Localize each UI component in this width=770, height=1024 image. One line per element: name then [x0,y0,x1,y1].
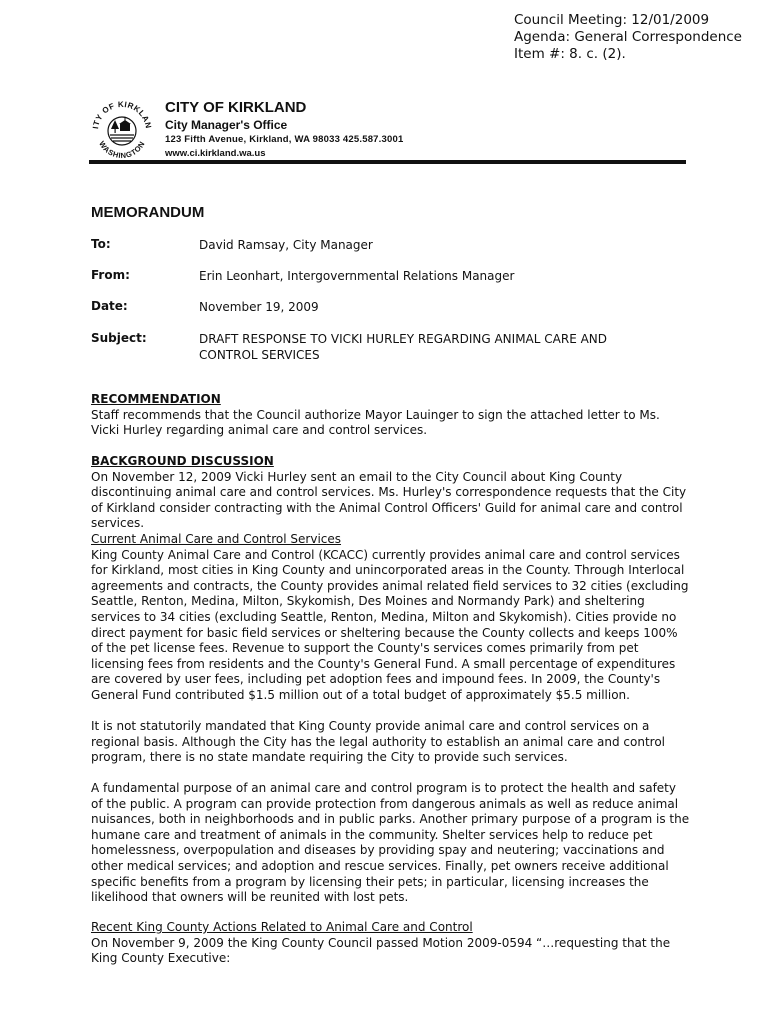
mandate-text: It is not statutorily mandated that King County provide animal care and control services on a regional basis. Although the City has the legal authority to establish an animal care and control program, there is no state mandate requiring the City to provide such services. [91,719,666,765]
recent-actions-heading: Recent King County Actions Related to Animal Care and Control [91,920,473,934]
recommendation-section [91,392,691,439]
recommendation-heading: RECOMMENDATION [91,392,221,406]
to-value: David Ramsay, City Manager [199,238,373,252]
svg-text:WASHINGTON: WASHINGTON [97,139,147,161]
meeting-info [514,12,742,63]
date-value: November 19, 2009 [199,300,319,314]
mandate-paragraph [91,719,691,766]
memo-title: MEMORANDUM [91,204,205,221]
org-website: www.ci.kirkland.wa.us [165,148,266,159]
org-office: City Manager's Office [165,118,288,132]
recent-actions-section [91,920,691,967]
city-seal-icon [88,97,156,165]
background-heading: BACKGROUND DISCUSSION [91,454,274,468]
item-number-line: Item #: 8. c. (2). [514,46,626,62]
from-value: Erin Leonhart, Intergovernmental Relations Manager [199,269,515,283]
background-section [91,454,691,532]
agenda-line: Agenda: General Correspondence [514,29,742,45]
purpose-paragraph [91,781,691,906]
to-label: To: [91,237,111,251]
current-services-heading: Current Animal Care and Control Services [91,532,342,546]
org-address: 123 Fifth Avenue, Kirkland, WA 98033 425.587.3001 [165,134,404,145]
date-label: Date: [91,299,128,313]
current-services-text: King County Animal Care and Control (KCACC) currently provides animal care and control services for Kirkland, most cities in King County and unincorporated areas in the County. Through Interlocal agreements and contracts, the County provides animal related field services to 32 cities (excluding Seattle, Renton, Medina, Milton, Skykomish, Des Moines and Normandy Park) and sheltering services to 34 cities (excluding Seattle, Renton, Medina, Milton and Skykomish). Cities provide no direct payment for basic field services or sheltering because the County collects and keeps 100% of the pet license fees. Revenue to support the County's services comes primarily from pet licensing fees from residents and the County's General Fund. A small percentage of expenditures are covered by user fees, including pet adoption fees and impound fees. In 2009, the County's General Fund contributed $1.5 million out of a total budget of approximately $5.5 million. [91,547,689,702]
recent-actions-text: On November 9, 2009 the King County Council passed Motion 2009-0594 “…requesting that the King County Executive: [91,935,671,966]
letterhead-divider [89,160,686,164]
purpose-text: A fundamental purpose of an animal care and control program is to protect the health and safety of the public. A program can provide protection from dangerous animals as well as reduce animal nuisances, both in neighborhoods and in public parks. Another primary purpose of a program is the humane care and treatment of animals in the community. Shelter services help to reduce pet homelessness, overpopulation and diseases by providing spay and neutering; vaccinations and other medical services; and adoption and rescue services. Finally, pet owners receive additional specific benefits from a program by licensing their pets; in particular, licensing increases the likelihood that owners will be reunited with lost pets. [91,781,690,905]
subject-label: Subject: [91,331,147,345]
council-meeting-line: Council Meeting: 12/01/2009 [514,12,710,28]
current-services-section [91,532,691,704]
subject-value: DRAFT RESPONSE TO VICKI HURLEY REGARDING ANIMAL CARE AND CONTROL SERVICES [199,332,608,362]
org-name: CITY OF KIRKLAND [165,99,307,116]
recommendation-text: Staff recommends that the Council authorize Mayor Lauinger to sign the attached letter to Ms. Vicki Hurley regarding animal care and control services. [91,407,660,438]
from-label: From: [91,268,130,282]
svg-text:CITY OF KIRKLAND: ITY OF KIRKLAN [91,99,153,130]
background-text: On November 12, 2009 Vicki Hurley sent an email to the City Council about King County discontinuing animal care and control services. Ms. Hurley's correspondence requests that the City of Kirkland consider contracting with the Animal Control Officers' Guild for animal care and control services. [91,469,687,531]
